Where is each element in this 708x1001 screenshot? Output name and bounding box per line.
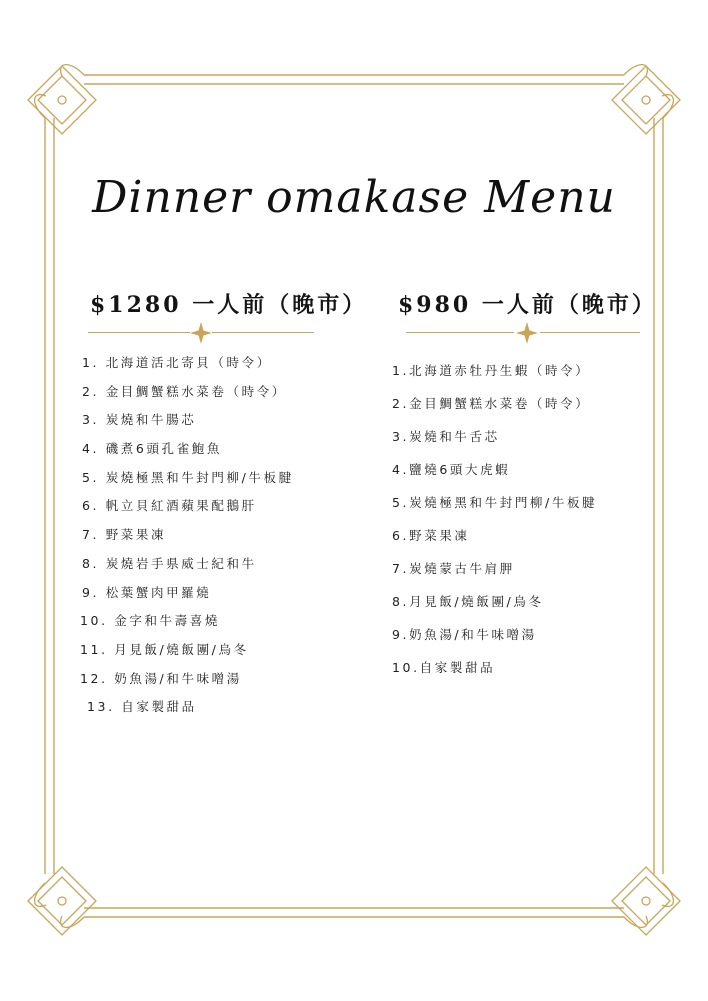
menu-item: 9. 松葉蟹肉甲羅燒 xyxy=(82,584,212,600)
menu-heading: $1280 一人前（晚市） xyxy=(90,292,368,318)
menu-item-list xyxy=(392,361,652,691)
menu-item: 4.鹽燒6頭大虎蝦 xyxy=(392,462,511,477)
heading-divider xyxy=(392,321,652,345)
diamond-star-icon xyxy=(190,322,212,344)
menu-item: 12. 奶魚湯/和牛味噌湯 xyxy=(80,670,242,686)
menu-item: 7. 野菜果凍 xyxy=(82,527,167,543)
menu-item: 6. 帆立貝紅酒蘋果配鵝肝 xyxy=(82,498,257,514)
menu-item: 4. 磯煮6頭孔雀鮑魚 xyxy=(82,441,222,457)
menu-item: 11. 月見飯/燒飯團/烏冬 xyxy=(80,641,249,657)
menu-heading: $980 一人前（晚市） xyxy=(398,292,657,318)
menu-column-980 xyxy=(392,288,657,691)
menu-item: 3. 炭燒和牛腸芯 xyxy=(82,412,197,428)
diamond-star-icon xyxy=(516,322,538,344)
menu-item: 9.奶魚湯/和牛味噌湯 xyxy=(392,627,537,642)
menu-item: 2. 金目鯛蟹糕水菜卷（時令） xyxy=(82,383,287,399)
menu-item: 5. 炭燒極黑和牛封門柳/牛板腱 xyxy=(82,469,294,485)
menu-item: 13. 自家製甜品 xyxy=(87,699,197,715)
menu-item: 10. 金字和牛壽喜燒 xyxy=(80,613,220,629)
menu-item: 8. 炭燒岩手県威士紀和牛 xyxy=(82,555,257,571)
menu-item: 6.野菜果凍 xyxy=(392,528,470,543)
menu-item-list xyxy=(82,353,332,726)
menu-item: 2.金目鯛蟹糕水菜卷（時令） xyxy=(392,396,591,411)
menu-title: Dinner omakase Menu xyxy=(92,172,616,223)
menu-item: 1. 北海道活北寄貝（時令） xyxy=(82,355,272,370)
corner-ornament-bottom-right xyxy=(612,867,680,935)
menu-item: 10.自家製甜品 xyxy=(392,660,496,675)
menu-item: 8.月見飯/燒飯團/烏冬 xyxy=(392,594,544,609)
menu-item: 3.炭燒和牛舌芯 xyxy=(392,429,500,444)
menu-item: 1.北海道赤牡丹生蝦（時令） xyxy=(392,363,591,378)
menu-item: 7.炭燒蒙古牛肩胛 xyxy=(392,561,515,576)
heading-divider xyxy=(82,321,332,345)
menu-item: 5.炭燒極黑和牛封門柳/牛板腱 xyxy=(392,495,598,510)
corner-ornament-bottom-left xyxy=(28,867,96,935)
menu-column-1280 xyxy=(80,288,368,726)
